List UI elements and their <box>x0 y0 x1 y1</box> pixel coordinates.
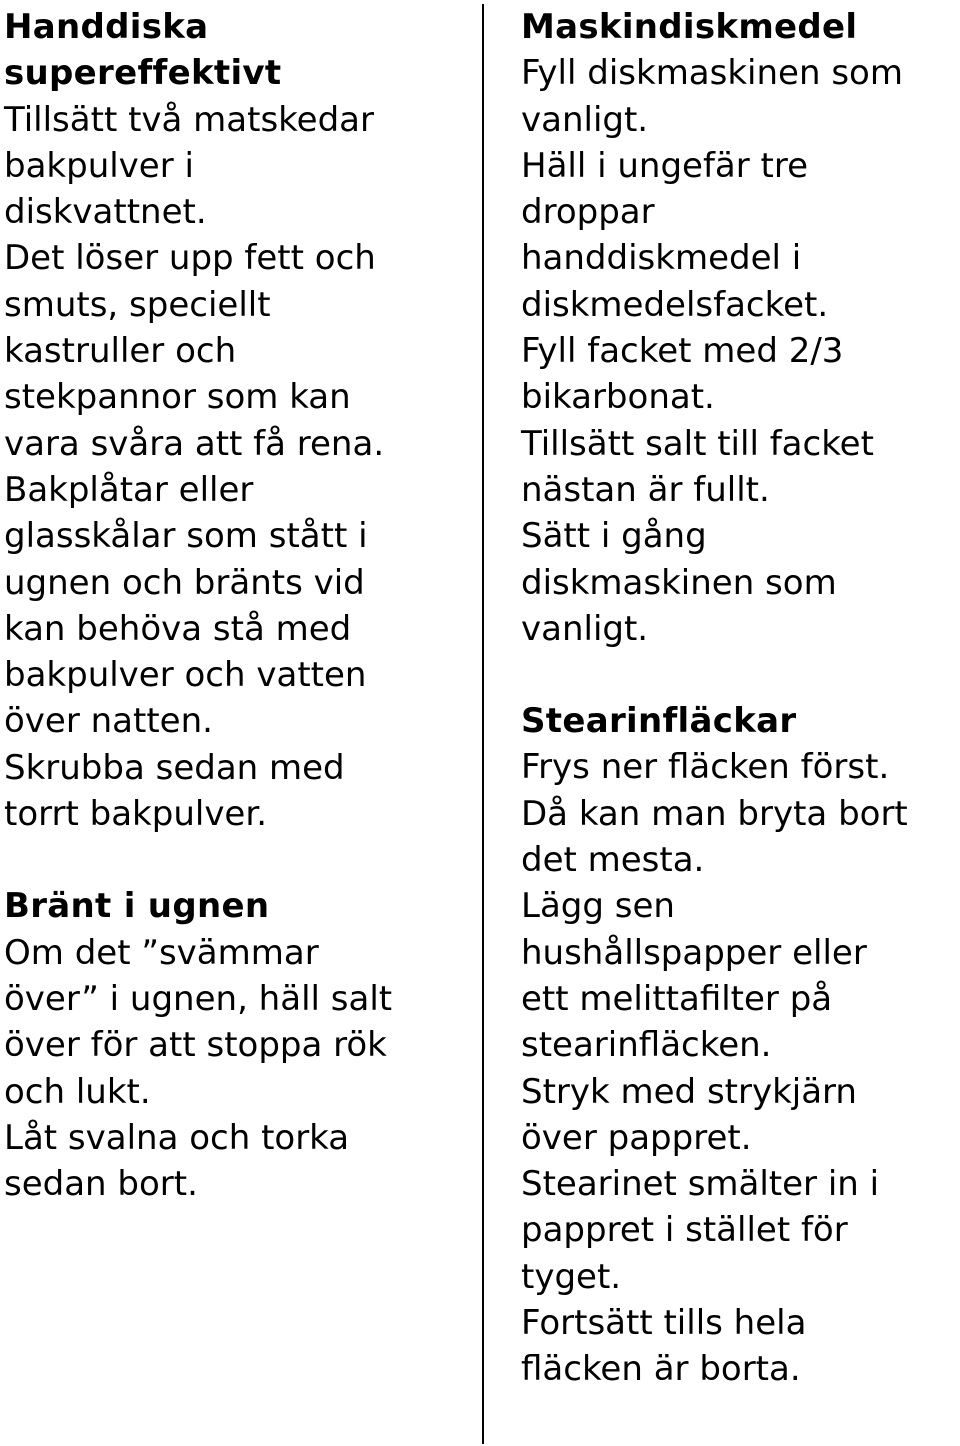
text-line: bikarbonat. <box>521 377 715 418</box>
section-maskindiskmedel <box>521 4 960 652</box>
text-line: Fortsätt tills hela <box>521 1303 807 1344</box>
text-line: kan behöva stå med <box>4 608 352 649</box>
section-heading: Handdiska <box>4 7 209 47</box>
text-line: bakpulver och vatten <box>4 655 367 696</box>
text-line: fläcken är borta. <box>521 1349 801 1390</box>
text-line: vara svåra att få rena. <box>4 423 385 464</box>
column-divider <box>482 4 484 1444</box>
text-line: tyget. <box>521 1256 622 1297</box>
text-line: ugnen och bränts vid <box>4 562 365 603</box>
text-line: och lukt. <box>4 1071 151 1112</box>
text-line: diskmaskinen som <box>521 562 837 603</box>
text-line: Skrubba sedan med <box>4 747 345 788</box>
text-line: över för att stoppa rök <box>4 1025 387 1066</box>
section-brant-i-ugnen <box>4 883 474 1207</box>
section-heading: Stearinfläckar <box>521 701 797 742</box>
text-line: Häll i ungefär tre <box>521 145 809 186</box>
text-line: stearinfläcken. <box>521 1025 772 1066</box>
text-line: stekpannor som kan <box>4 377 351 418</box>
section-heading: Maskindiskmedel <box>521 7 858 47</box>
text-line: Det löser upp fett och <box>4 238 376 279</box>
text-line: Stearinet smälter in i <box>521 1164 880 1205</box>
text-line: Om det ”svämmar <box>4 932 319 973</box>
text-line: handdiskmedel i <box>521 238 802 279</box>
text-line: Frys ner fläcken först. <box>521 747 890 788</box>
text-line: torrt bakpulver. <box>4 794 268 835</box>
text-line: över natten. <box>4 701 213 742</box>
text-line: smuts, speciellt <box>4 284 271 325</box>
text-line: hushållspapper eller <box>521 932 867 973</box>
text-line: diskvattnet. <box>4 192 207 233</box>
text-line: ett melittafilter på <box>521 978 833 1019</box>
text-line: vanligt. <box>521 99 649 140</box>
text-line: Bakplåtar eller <box>4 469 254 510</box>
text-line: Tillsätt salt till facket <box>521 423 874 464</box>
section-stearinflackar <box>521 698 960 1392</box>
text-line: kastruller och <box>4 331 237 372</box>
right-column <box>521 4 960 1393</box>
text-line: Stryk med strykjärn <box>521 1071 857 1112</box>
section-heading: supereffektivt <box>4 53 282 94</box>
text-line: diskmedelsfacket. <box>521 284 829 325</box>
left-column <box>4 4 474 1207</box>
text-line: Lägg sen <box>521 886 675 927</box>
text-line: Tillsätt två matskedar <box>4 99 374 140</box>
text-line: Låt svalna och torka <box>4 1117 350 1158</box>
text-line: Fyll facket med 2/3 <box>521 331 844 372</box>
text-line: sedan bort. <box>4 1164 198 1205</box>
text-line: pappret i stället för <box>521 1210 848 1251</box>
text-line: Fyll diskmaskinen som <box>521 53 903 94</box>
text-line: över pappret. <box>521 1117 752 1158</box>
section-heading: Bränt i ugnen <box>4 886 270 927</box>
text-line: nästan är fullt. <box>521 469 770 510</box>
text-line: Sätt i gång <box>521 516 707 557</box>
text-line: det mesta. <box>521 840 705 881</box>
text-line: Då kan man bryta bort <box>521 793 908 834</box>
section-handdiska <box>4 4 474 837</box>
text-line: vanligt. <box>521 608 649 649</box>
text-line: droppar <box>521 192 655 233</box>
text-line: över” i ugnen, häll salt <box>4 978 393 1019</box>
text-line: glasskålar som stått i <box>4 516 368 557</box>
text-line: bakpulver i <box>4 145 194 186</box>
